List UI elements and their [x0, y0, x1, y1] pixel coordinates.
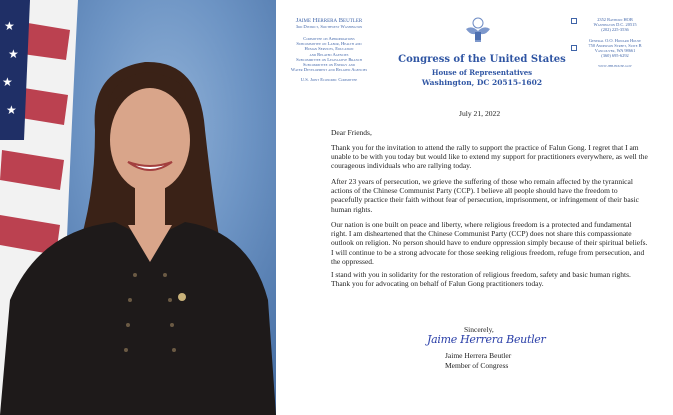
letterhead-subtitle: House of Representatives — [431, 68, 533, 77]
letter — [277, 0, 673, 415]
committee: Committee on Appropriations — [303, 35, 355, 41]
subcommittee-line: Subcommittee on Labor, Health and — [296, 41, 362, 47]
salutation: Dear Friends, — [331, 128, 372, 137]
portrait-photo — [0, 0, 276, 415]
eagle-seal-icon — [464, 17, 492, 47]
checkbox-icon — [571, 45, 577, 51]
svg-text:★: ★ — [8, 47, 19, 61]
paragraph-2: After 23 years of persecution, we grieve the suffering of those who remain affected by the tyrannical actions of the Chinese Communist Party (CCP). I believe all people should have the freedom to peacefully practice their faith without fear of persecution, imprisonment, or infringement of their basic human rights. — [331, 177, 640, 214]
portrait-illustration — [0, 0, 276, 415]
letterhead-city: Washington, DC 20515-1602 — [421, 78, 543, 87]
subcommittee-line: Subcommittee on Legislative Branch — [296, 56, 362, 62]
letterhead-member-info — [283, 17, 375, 82]
office-line: Vancouver, WA 98661 — [594, 48, 636, 54]
svg-text:★: ★ — [6, 103, 17, 117]
subcommittee-line: Subcommittee on Energy and — [303, 62, 355, 68]
office-line: 2352 Rayburn HOB — [597, 17, 633, 22]
office-line: General O.O. Howard House — [588, 38, 641, 44]
website: www.jhb.house.gov — [598, 63, 632, 69]
subcommittee-line: Human Services, Education — [304, 46, 354, 52]
paragraph-3: Our nation is one built on peace and liberty, where religious freedom is a protected and fundamental right. I am disheartened that the Chinese Communist Party (CCP) does not share this compassionate outlook on religion. No person should have to endure oppression simply because of their spiritual beliefs. I will continue to be a strong advocate for those seeking religious freedom, refuge from persecution, and the oppressed. — [331, 220, 648, 266]
office-line: (202) 225-3536 — [601, 27, 629, 33]
subcommittee-line: Water Development and Related Agencies — [290, 67, 368, 73]
signer-title: Member of Congress — [445, 361, 509, 370]
paragraph-4: I stand with you in solidarity for the restoration of religious freedom, safety and basic human rights. Thank you for advocating on behalf of Falun Gong practitioners today. — [331, 270, 631, 289]
joint-committee: U.S. Joint Economic Committee — [300, 76, 358, 82]
svg-text:★: ★ — [4, 19, 15, 33]
signer-name: Jaime Herrera Beutler — [445, 351, 512, 360]
district: 3rd District, Southwest Washington — [295, 24, 363, 30]
member-name: Jaime Herrera Beutler — [295, 17, 363, 24]
letterhead-title: Congress of the United States — [398, 54, 566, 65]
subcommittee-line: and Related Agencies — [309, 51, 349, 57]
svg-text:★: ★ — [2, 75, 13, 89]
letter-date: July 21, 2022 — [459, 109, 501, 118]
signature: Jaime Herrera Beutler — [427, 333, 546, 346]
office-line: Washington D.C. 20515 — [593, 22, 637, 28]
office-line: (360) 695-6292 — [601, 53, 629, 59]
paragraph-1: Thank you for the invitation to attend the rally to support the practice of Falun Gong. I regret that I am unable to be with you today but would like to extend my support for practitioners everywhere, as well the courageous individuals who are rallying today. — [331, 143, 648, 171]
office-line: 750 Anderson Street, Suite B — [588, 43, 642, 49]
closing: Sincerely, — [464, 325, 494, 334]
checkbox-icon — [571, 18, 577, 24]
letterhead-offices — [575, 17, 655, 69]
